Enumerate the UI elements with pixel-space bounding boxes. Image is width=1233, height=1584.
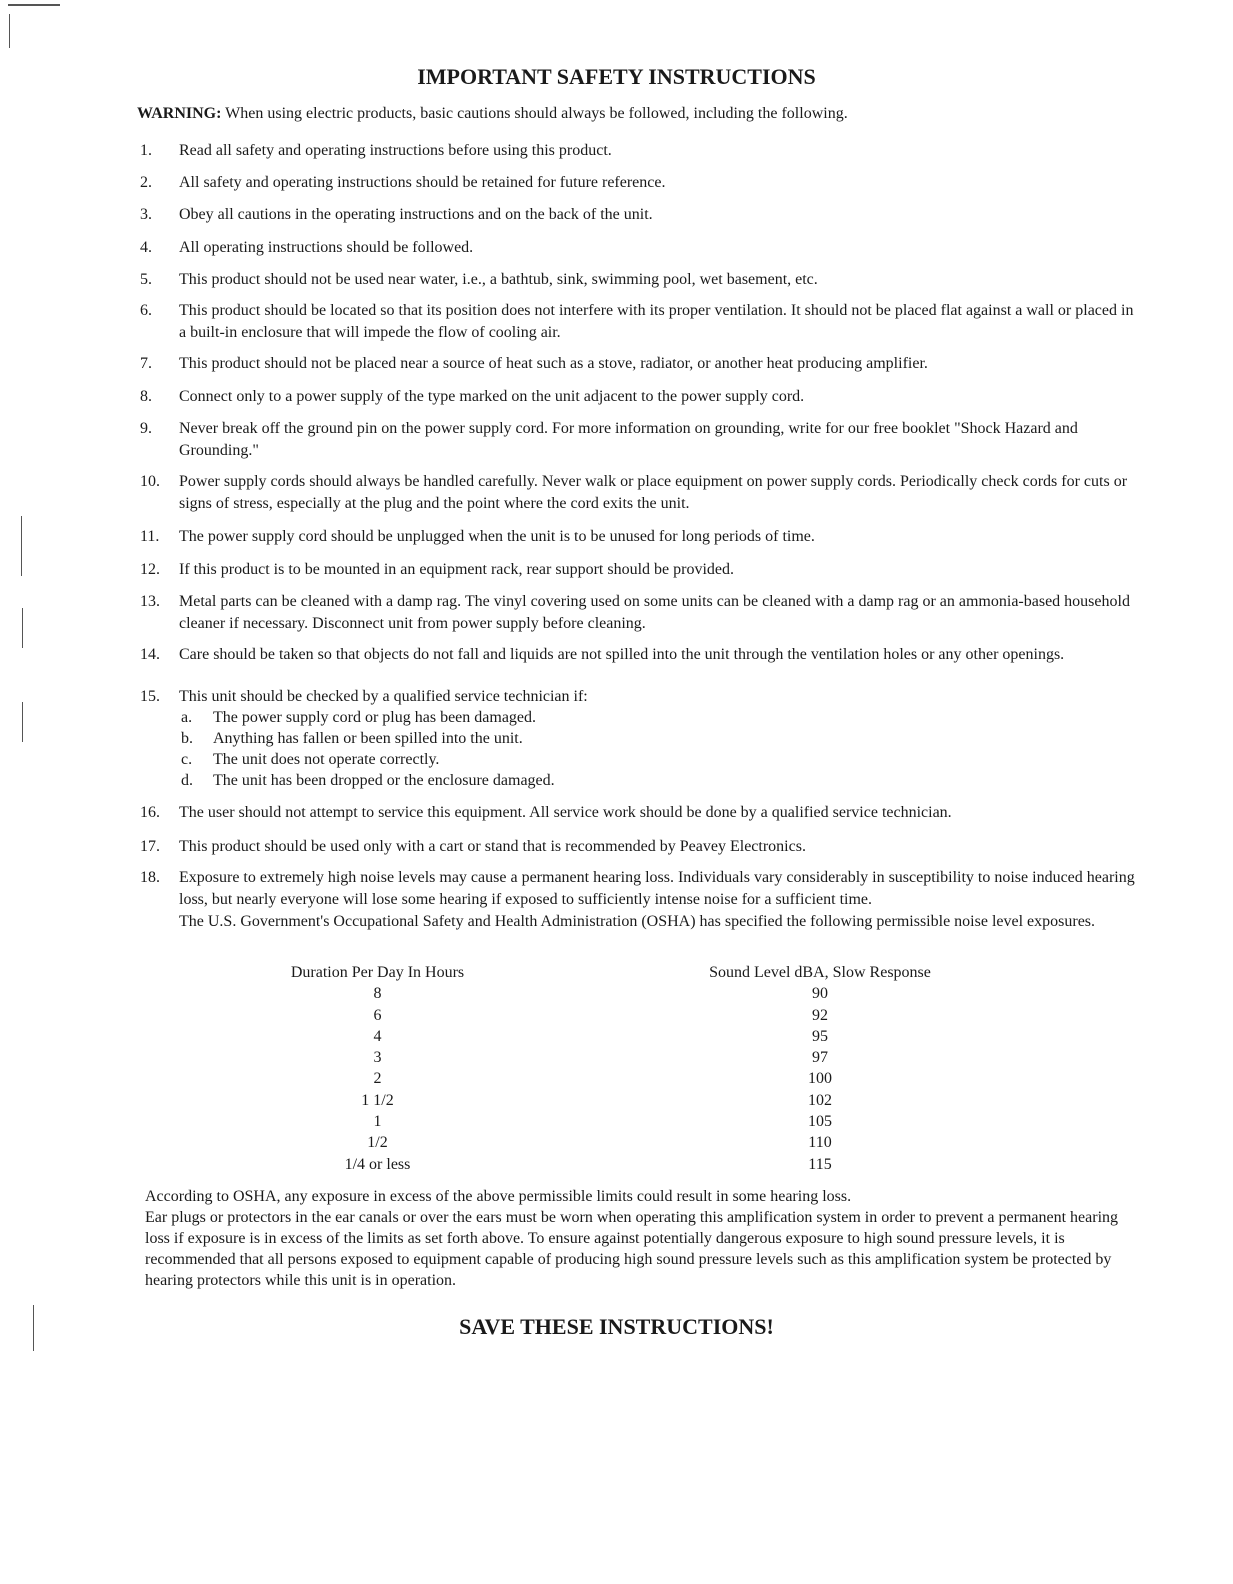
item-number: 7. <box>140 355 152 372</box>
item-number: 2. <box>140 174 152 191</box>
sub-text: The power supply cord or plug has been damaged. <box>213 709 537 726</box>
item-text: Power supply cords should always be handled carefully. Never walk or place equipment on power supply cords. Periodically check cords for cuts or signs of stress, especially at the plug and the point where the cord exits the unit. <box>179 473 1128 512</box>
column-header: Sound Level dBA, Slow Response <box>709 964 931 981</box>
sub-list-item <box>181 707 555 728</box>
item-text-continued: The U.S. Government's Occupational Safety and Health Administration (OSHA) has specified the following permissible noise level exposures. <box>179 913 1096 930</box>
item-number: 16. <box>140 804 160 821</box>
item-text: Never break off the ground pin on the power supply cord. For more information on grounding, write for our free booklet "Shock Hazard and Grounding." <box>179 420 1078 459</box>
list-item <box>137 471 1137 515</box>
column-header: Duration Per Day In Hours <box>290 964 465 981</box>
sub-letter: d. <box>181 772 193 789</box>
table-cell: 97 <box>812 1049 828 1067</box>
table-cell: 102 <box>808 1091 832 1109</box>
sub-letter: b. <box>181 730 193 747</box>
item-text: This product should not be placed near a source of heat such as a stove, radiator, or another heat producing amplifier. <box>179 355 928 372</box>
item-number: 11. <box>140 528 160 545</box>
item-text: The user should not attempt to service this equipment. All service work should be done by a qualified service technician. <box>179 804 952 821</box>
item-number: 9. <box>140 420 152 437</box>
list-item <box>137 237 1137 259</box>
scan-artifact <box>21 516 22 576</box>
scan-artifact <box>8 4 60 6</box>
table-cell: 6 <box>373 1006 382 1024</box>
item-number: 1. <box>140 142 152 159</box>
sub-list-item <box>181 770 555 791</box>
item-number: 5. <box>140 271 152 288</box>
item-text: This product should not be used near water, i.e., a bathtub, sink, swimming pool, wet basement, etc. <box>179 271 818 288</box>
table-cell: 1 1/2 <box>361 1091 394 1109</box>
table-cell: 100 <box>808 1070 832 1088</box>
table-cell: 1/4 or less <box>344 1155 411 1173</box>
item-number: 3. <box>140 206 152 223</box>
sub-list-item <box>181 749 555 770</box>
scan-artifact <box>9 14 10 48</box>
item-text: Read all safety and operating instructions before using this product. <box>179 142 612 159</box>
item-number: 15. <box>140 688 160 705</box>
item-number: 12. <box>140 561 160 578</box>
table-cell: 115 <box>808 1155 832 1173</box>
scan-artifact <box>22 702 23 742</box>
list-item <box>137 353 1137 375</box>
closing-paragraph <box>145 1186 1135 1291</box>
sub-text: The unit does not operate correctly. <box>213 751 440 768</box>
item-text: This product should be located so that its position does not interfere with its proper ventilation. It should not be placed flat against a wall or placed in a built-in enclosure that will impede the flow of cooling air. <box>179 302 1134 341</box>
duration-column <box>250 962 505 1175</box>
list-item <box>137 836 1137 858</box>
item-number: 17. <box>140 838 160 855</box>
warning-paragraph <box>137 104 1147 124</box>
list-item <box>137 269 1137 291</box>
list-item <box>137 386 1137 408</box>
item-text: All operating instructions should be followed. <box>179 239 474 256</box>
item-number: 13. <box>140 593 160 610</box>
item-number: 10. <box>140 473 160 490</box>
item-text: All safety and operating instructions should be retained for future reference. <box>179 174 666 191</box>
item-text: Care should be taken so that objects do not fall and liquids are not spilled into the unit through the ventilation holes or any other openings. <box>179 646 1065 663</box>
item-number: 18. <box>140 869 160 886</box>
table-cell: 105 <box>808 1113 832 1131</box>
item-text: The power supply cord should be unplugged when the unit is to be unused for long periods of time. <box>179 528 815 545</box>
item-number: 6. <box>140 302 152 319</box>
table-cell: 95 <box>812 1027 828 1045</box>
item-number: 8. <box>140 388 152 405</box>
list-item <box>137 591 1137 635</box>
closing-line-osha: According to OSHA, any exposure in excess of the above permissible limits could result in some hearing loss. <box>145 1188 852 1205</box>
list-item <box>137 686 1137 708</box>
table-cell: 4 <box>373 1027 382 1045</box>
scan-artifact <box>22 608 23 648</box>
list-item <box>137 172 1137 194</box>
list-item <box>137 140 1137 162</box>
item-text: Metal parts can be cleaned with a damp rag. The vinyl covering used on some units can be cleaned with a damp rag or an ammonia-based household cleaner if necessary. Disconnect unit from power supply before cleaning. <box>179 593 1130 632</box>
item-text: Exposure to extremely high noise levels may cause a permanent hearing loss. Individuals vary considerably in susceptibility to noise induced hearing loss, but nearly everyone will lose some hearing if exposed to sufficiently intense noise for a sufficient time. <box>179 869 1135 908</box>
list-item <box>137 644 1137 666</box>
table-cell: 3 <box>373 1049 382 1067</box>
list-item <box>137 802 1137 824</box>
sub-letter: c. <box>181 751 193 768</box>
table-cell: 8 <box>373 985 382 1003</box>
item-text: This product should be used only with a cart or stand that is recommended by Peavey Electronics. <box>179 838 806 855</box>
sub-list <box>181 707 555 791</box>
closing-line-ear-plugs: Ear plugs or protectors in the ear canals or over the ears must be worn when operating this amplification system in order to prevent a permanent hearing loss if exposure is in excess of the limits as set forth above. To ensure against potentially dangerous exposure to high sound pressure levels, it is recommended that all persons exposed to equipment capable of producing high sound pressure levels such as this amplification system be protected by hearing protectors while this unit is in operation. <box>145 1209 1119 1289</box>
list-item <box>137 526 1137 548</box>
table-cell: 1 <box>373 1113 382 1131</box>
table-cell: 1/2 <box>367 1134 388 1152</box>
table-cell: 110 <box>808 1134 832 1152</box>
list-item <box>137 300 1137 344</box>
list-item <box>137 418 1137 462</box>
page-title: IMPORTANT SAFETY INSTRUCTIONS <box>417 64 816 89</box>
table-cell: 90 <box>812 985 828 1003</box>
table-cell: 2 <box>373 1070 382 1088</box>
item-text: This unit should be checked by a qualified service technician if: <box>179 688 588 705</box>
item-text: Connect only to a power supply of the type marked on the unit adjacent to the power supply cord. <box>179 388 805 405</box>
list-item <box>137 204 1137 226</box>
sub-letter: a. <box>181 709 193 726</box>
item-text: Obey all cautions in the operating instructions and on the back of the unit. <box>179 206 653 223</box>
sub-text: The unit has been dropped or the enclosure damaged. <box>213 772 555 789</box>
sub-list-item <box>181 728 555 749</box>
save-instructions-title: SAVE THESE INSTRUCTIONS! <box>459 1314 774 1339</box>
list-item <box>137 867 1137 933</box>
item-text: If this product is to be mounted in an equipment rack, rear support should be provided. <box>179 561 734 578</box>
table-cell: 92 <box>812 1006 828 1024</box>
item-number: 4. <box>140 239 152 256</box>
sub-text: Anything has fallen or been spilled into the unit. <box>213 730 523 747</box>
list-item <box>137 559 1137 581</box>
item-number: 14. <box>140 646 160 663</box>
warning-label: WARNING: <box>137 105 222 122</box>
warning-text: When using electric products, basic cautions should always be followed, including the following. <box>225 105 848 122</box>
sound-level-column <box>680 962 960 1175</box>
